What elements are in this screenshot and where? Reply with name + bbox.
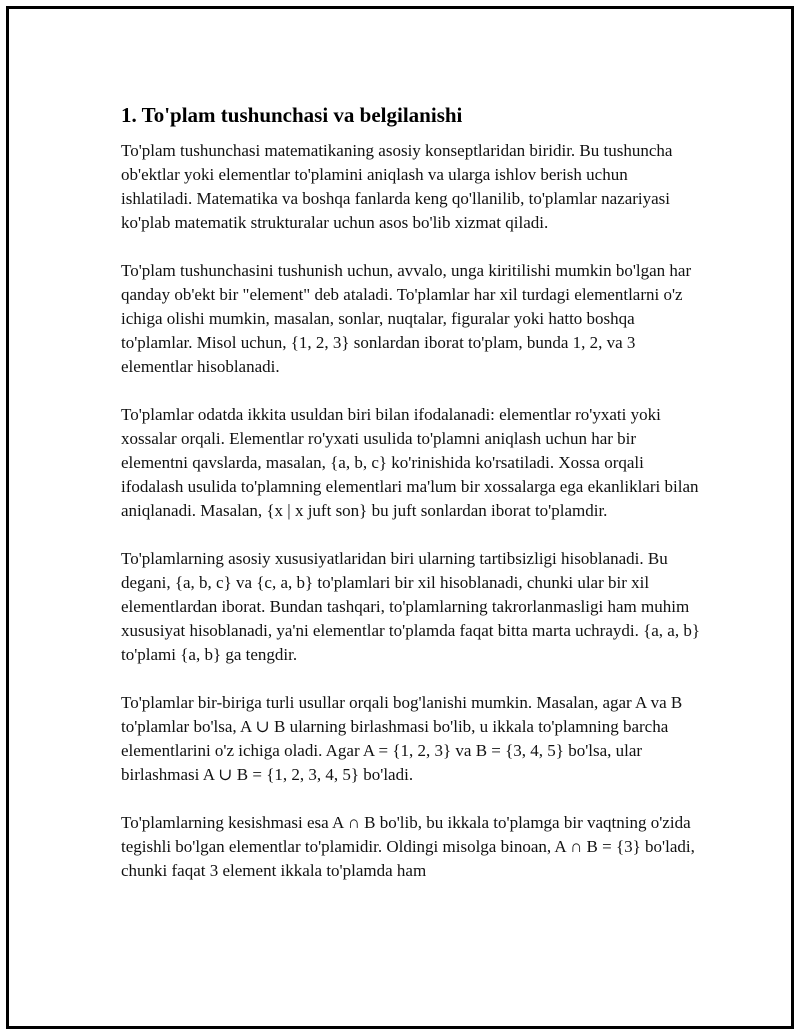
paragraph-1: To'plam tushunchasi matematikaning asosiy konseptlaridan biridir. Bu tushuncha ob'ektlar yoki elementlar to'plamini aniqlash va ularga ishlov berish uchun ishlatiladi. Matematika va boshqa fanlarda keng qo'llanilib, to'plamlar nazariyasi ko'plab matematik strukturalar uchun asos bo'lib xizmat qiladi. [121,141,673,232]
page-frame [6,6,794,1029]
paragraph-6: To'plamlarning kesishmasi esa A ∩ B bo'lib, bu ikkala to'plamga bir vaqtning o'zida tegishli bo'lgan elementlar to'plamidir. Oldingi misolga binoan, A ∩ B = {3} bo'ladi, chunki faqat 3 element ikkala to'plamda ham [121,813,695,880]
paragraph-4: To'plamlarning asosiy xususiyatlaridan biri ularning tartibsizligi hisoblanadi. Bu degani, {a, b, c} va {c, a, b} to'plamlari bir xil hisoblanadi, chunki ular bir xil elementlardan iborat. Bundan tashqari, to'plamlarning takrorlanmasligi ham muhim xususiyat hisoblanadi, ya'ni elementlar to'plamda faqat bitta marta uchraydi. {a, a, b} to'plami {a, b} ga tengdir. [121,549,701,664]
paragraph-5: To'plamlar bir-biriga turli usullar orqali bog'lanishi mumkin. Masalan, agar A va B to'plamlar bo'lsa, A ∪ B ularning birlashmasi bo'lib, u ikkala to'plamning barcha elementlarini o'z ichiga oladi. Agar A = {1, 2, 3} va B = {3, 4, 5} bo'lsa, ular birlashmasi A ∪ B = {1, 2, 3, 4, 5} bo'ladi. [121,693,683,784]
document-body [121,101,701,907]
paragraph-2: To'plam tushunchasini tushunish uchun, avvalo, unga kiritilishi mumkin bo'lgan har qanday ob'ekt bir "element" deb ataladi. To'plamlar har xil turdagi elementlarni o'z ichiga olishi mumkin, masalan, sonlar, nuqtalar, figuralar yoki hatto boshqa to'plamlar. Misol uchun, {1, 2, 3} sonlardan iborat to'plam, bunda 1, 2, va 3 elementlar hisoblanadi. [121,261,692,376]
paragraph-3: To'plamlar odatda ikkita usuldan biri bilan ifodalanadi: elementlar ro'yxati yoki xossalar orqali. Elementlar ro'yxati usulida to'plamni aniqlash uchun har bir elementni qavslarda, masalan, {a, b, c} ko'rinishida ko'rsatiladi. Xossa orqali ifodalash usulida to'plamning elementlari ma'lum bir xossalarga ega ekanliklari bilan aniqlanadi. Masalan, {x | x juft son} bu juft sonlardan iborat to'plamdir. [121,405,699,520]
section-heading: 1. To'plam tushunchasi va belgilanishi [121,103,463,127]
